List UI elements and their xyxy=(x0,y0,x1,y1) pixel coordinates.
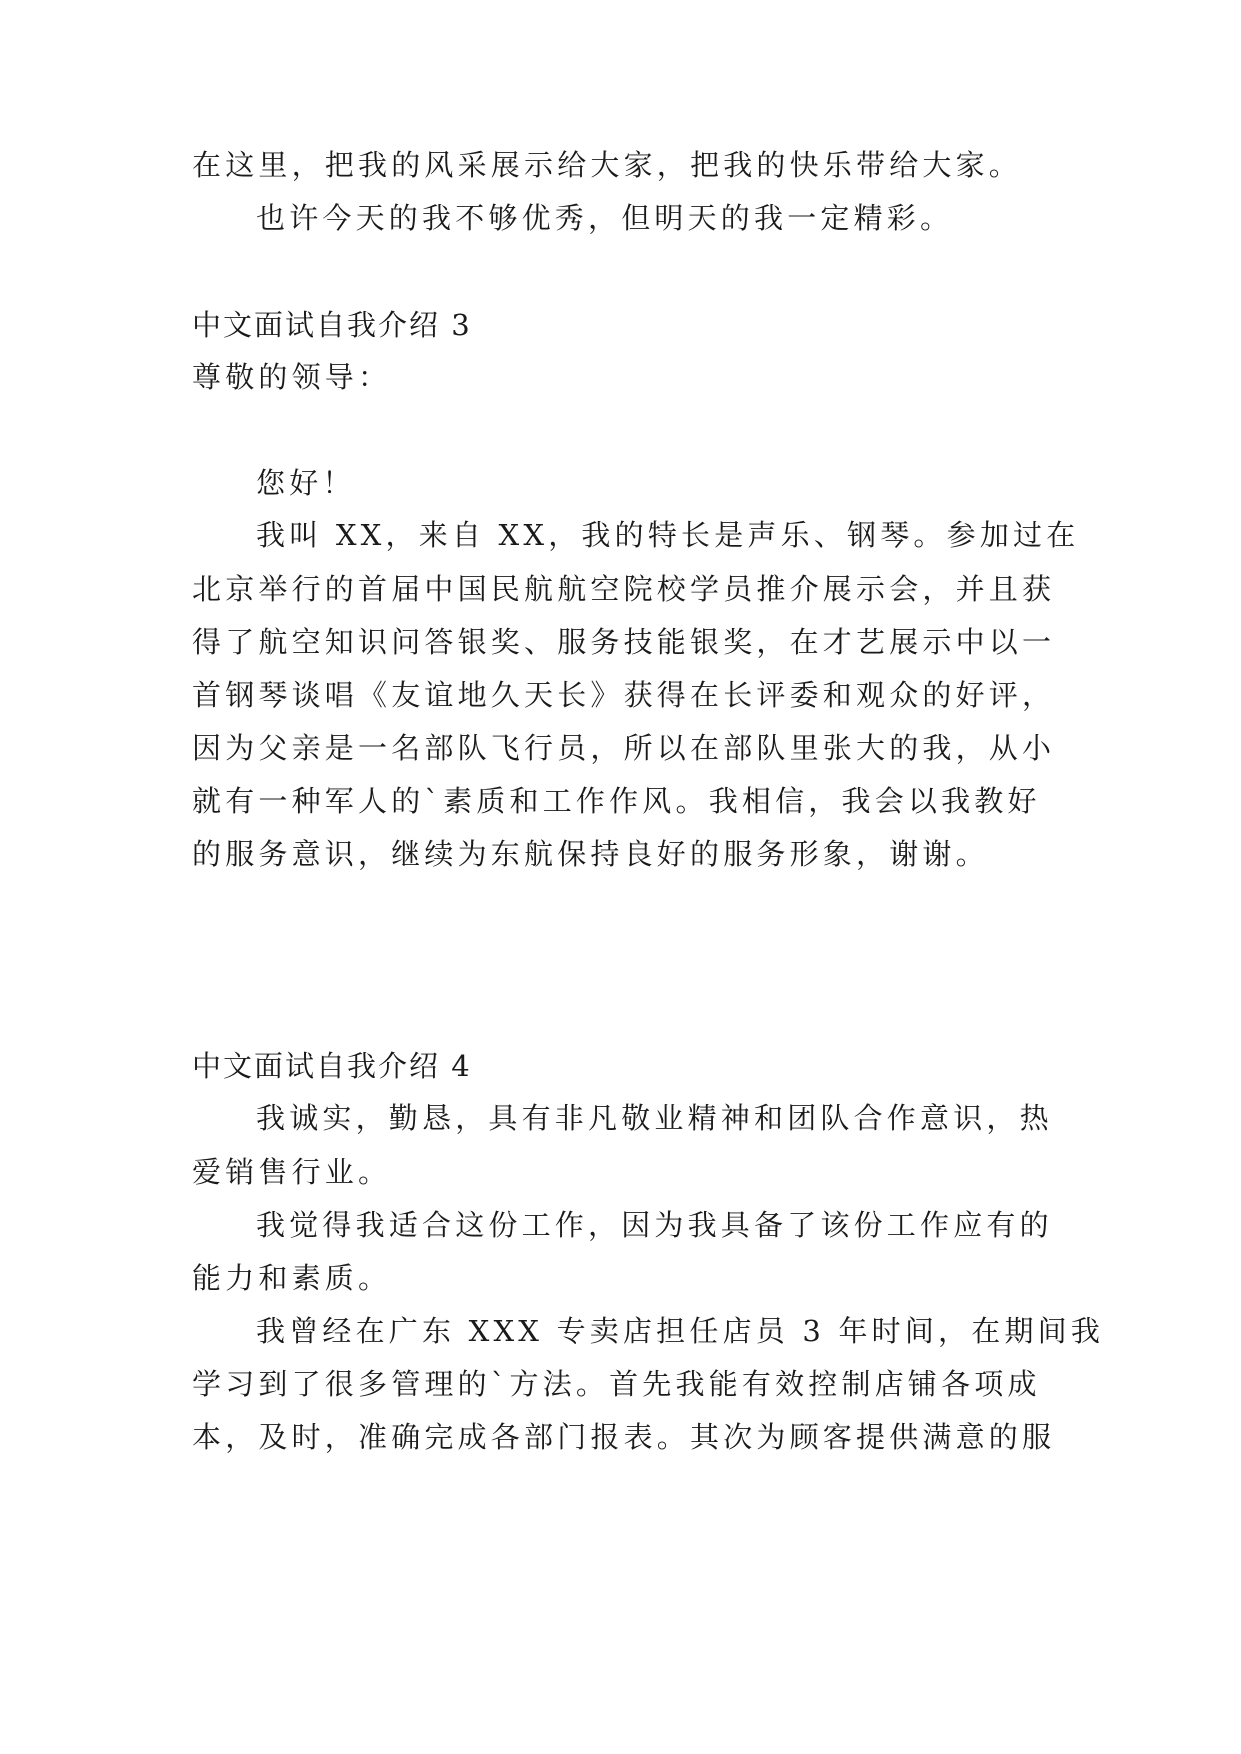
paragraph-line: 首钢琴谈唱《友谊地久天长》获得在长评委和观众的好评， xyxy=(192,678,1056,712)
greeting: 您好！ xyxy=(256,466,356,500)
paragraph-line: 我觉得我适合这份工作，因为我具备了该份工作应有的 xyxy=(256,1208,1053,1242)
paragraph-line: 本，及时，准确完成各部门报表。其次为顾客提供满意的服 xyxy=(192,1420,1056,1454)
section-heading: 中文面试自我介绍 4 xyxy=(192,1049,472,1083)
paragraph-line: 得了航空知识问答银奖、服务技能银奖，在才艺展示中以一 xyxy=(192,625,1056,659)
salutation: 尊敬的领导： xyxy=(192,360,392,394)
paragraph-line: 爱销售行业。 xyxy=(192,1155,392,1189)
paragraph-line: 北京举行的首届中国民航航空院校学员推介展示会，并且获 xyxy=(192,572,1056,606)
paragraph-line: 就有一种军人的`素质和工作作风。我相信，我会以我教好 xyxy=(192,784,1041,818)
paragraph-line: 我曾经在广东 XXX 专卖店担任店员 3 年时间，在期间我 xyxy=(256,1314,1105,1348)
paragraph-line: 能力和素质。 xyxy=(192,1261,392,1295)
paragraph-line: 学习到了很多管理的`方法。首先我能有效控制店铺各项成 xyxy=(192,1367,1041,1401)
paragraph-line: 我诚实，勤恳，具有非凡敬业精神和团队合作意识，热 xyxy=(256,1101,1053,1135)
paragraph-line: 因为父亲是一名部队飞行员，所以在部队里张大的我，从小 xyxy=(192,731,1056,765)
paragraph-line: 的服务意识，继续为东航保持良好的服务形象，谢谢。 xyxy=(192,837,989,871)
section-heading: 中文面试自我介绍 3 xyxy=(192,308,472,342)
paragraph-line: 在这里，把我的风采展示给大家，把我的快乐带给大家。 xyxy=(192,148,1023,182)
paragraph-line: 也许今天的我不够优秀，但明天的我一定精彩。 xyxy=(256,201,954,235)
paragraph-line: 我叫 XX，来自 XX，我的特长是声乐、钢琴。参加过在 xyxy=(256,518,1080,552)
